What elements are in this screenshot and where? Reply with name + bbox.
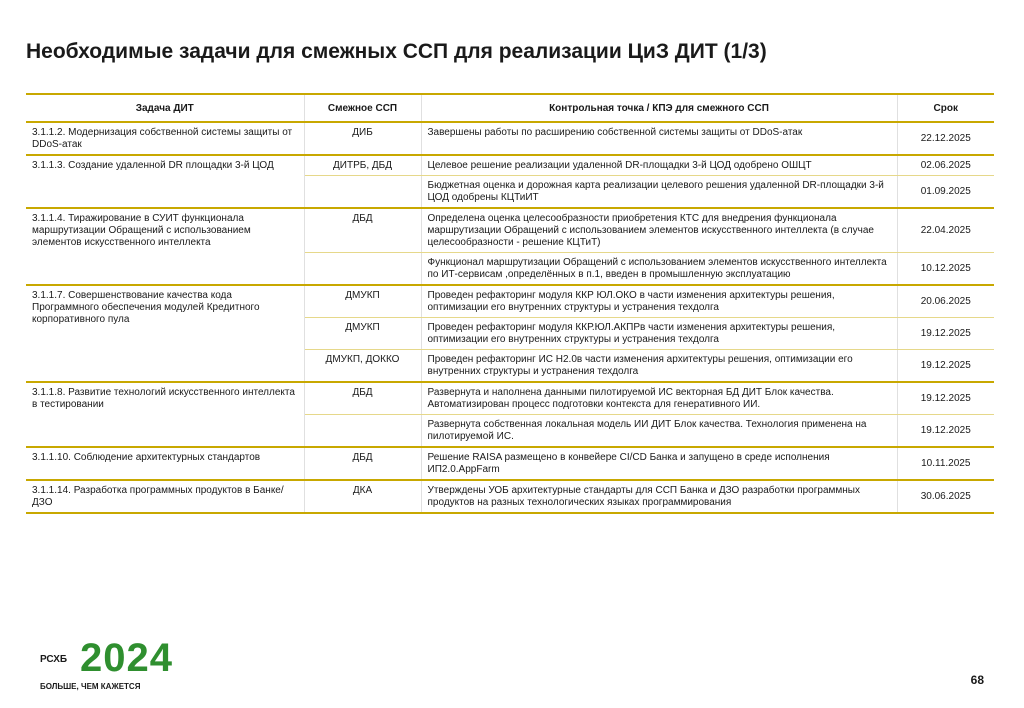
task-cell: 3.1.1.8. Развитие технологий искусственного интеллекта в тестировании [26,382,304,447]
ssp-cell [304,253,421,286]
table-row [26,122,994,155]
ssp-cell: ДМУКП [304,318,421,350]
task-cell: 3.1.1.14. Разработка программных продуктов в Банке/ДЗО [26,480,304,513]
ssp-cell: ДМУКП [304,285,421,318]
date-cell: 19.12.2025 [897,382,994,415]
date-cell: 02.06.2025 [897,155,994,176]
table-row [26,480,994,513]
ssp-cell [304,176,421,209]
date-cell: 19.12.2025 [897,318,994,350]
ssp-cell: ДБД [304,447,421,480]
date-cell: 22.04.2025 [897,208,994,253]
table-row [26,208,994,253]
header-ssp: Смежное ССП [304,94,421,122]
page-title: Необходимые задачи для смежных ССП для реализации ЦиЗ ДИТ (1/3) [26,40,767,63]
ssp-cell: ДБД [304,208,421,253]
kp-cell: Проведен рефакторинг модуля ККР.ЮЛ.АКПРв части изменения архитектуры решения, оптимизации его внутренних структуры и устранения техдолга [421,318,897,350]
ssp-cell: ДКА [304,480,421,513]
header-task: Задача ДИТ [26,94,304,122]
table-body [26,122,994,513]
header-date: Срок [897,94,994,122]
date-cell: 20.06.2025 [897,285,994,318]
table-row [26,285,994,318]
ssp-cell: ДИТРБ, ДБД [304,155,421,176]
kp-cell: Развернута и наполнена данными пилотируемой ИС векторная БД ДИТ Блок качества. Автоматизирован процесс подготовки контекста для генеративного ИИ. [421,382,897,415]
task-cell: 3.1.1.4. Тиражирование в СУИТ функционала маршрутизации Обращений с использованием элементов искусственного интеллекта [26,208,304,285]
tasks-table [26,93,994,514]
logo-brand: РСХБ [40,654,68,665]
table-row [26,382,994,415]
kp-cell: Развернута собственная локальная модель ИИ ДИТ Блок качества. Технология применена на пилотируемой ИС. [421,415,897,448]
table-header-row [26,94,994,122]
kp-cell: Решение RAISA размещено в конвейере CI/CD Банка и запущено в среде исполнения ИП2.0.AppFarm [421,447,897,480]
date-cell: 10.11.2025 [897,447,994,480]
table-row [26,447,994,480]
header-kp: Контрольная точка / КПЭ для смежного ССП [421,94,897,122]
date-cell: 01.09.2025 [897,176,994,209]
kp-cell: Функционал маршрутизации Обращений с использованием элементов искусственного интеллекта по ИТ-сервисам ,определённых в п.1, введен в промышленную эксплуатацию [421,253,897,286]
kp-cell: Проведен рефакторинг модуля ККР ЮЛ.ОКО в части изменения архитектуры решения, оптимизации его внутренних структуры и устранения техдолга [421,285,897,318]
kp-cell: Проведен рефакторинг ИС Н2.0в части изменения архитектуры решения, оптимизации его внутренних структуры и устранения техдолга [421,350,897,383]
kp-cell: Определена оценка целесообразности приобретения КТС для внедрения функционала маршрутизации Обращений с использованием элементов искусственного интеллекта (в случае целесообразности - решение КЦТиТ) [421,208,897,253]
kp-cell: Целевое решение реализации удаленной DR-площадки 3-й ЦОД одобрено ОШЦТ [421,155,897,176]
date-cell: 22.12.2025 [897,122,994,155]
kp-cell: Утверждены УОБ архитектурные стандарты для ССП Банка и ДЗО разработки программных продуктов на разных технологических языках программирования [421,480,897,513]
ssp-cell [304,415,421,448]
ssp-cell: ДИБ [304,122,421,155]
ssp-cell: ДБД [304,382,421,415]
company-logo [40,636,173,702]
table-row [26,155,994,176]
task-cell: 3.1.1.2. Модернизация собственной системы защиты от DDoS-атак [26,122,304,155]
ssp-cell: ДМУКП, ДОККО [304,350,421,383]
task-cell: 3.1.1.3. Создание удаленной DR площадки 3-й ЦОД [26,155,304,208]
date-cell: 19.12.2025 [897,415,994,448]
task-cell: 3.1.1.10. Соблюдение архитектурных стандартов [26,447,304,480]
date-cell: 19.12.2025 [897,350,994,383]
task-cell: 3.1.1.7. Совершенствование качества кода Программного обеспечения модулей Кредитного корпоративного пула [26,285,304,382]
logo-year: 2024 [80,636,173,680]
logo-slogan: БОЛЬШЕ, ЧЕМ КАЖЕТСЯ [40,682,141,691]
date-cell: 10.12.2025 [897,253,994,286]
kp-cell: Бюджетная оценка и дорожная карта реализации целевого решения удаленной DR-площадки 3-й ЦОД одобрены КЦТиИТ [421,176,897,209]
page-number: 68 [970,673,984,687]
date-cell: 30.06.2025 [897,480,994,513]
kp-cell: Завершены работы по расширению собственной системы защиты от DDoS-атак [421,122,897,155]
